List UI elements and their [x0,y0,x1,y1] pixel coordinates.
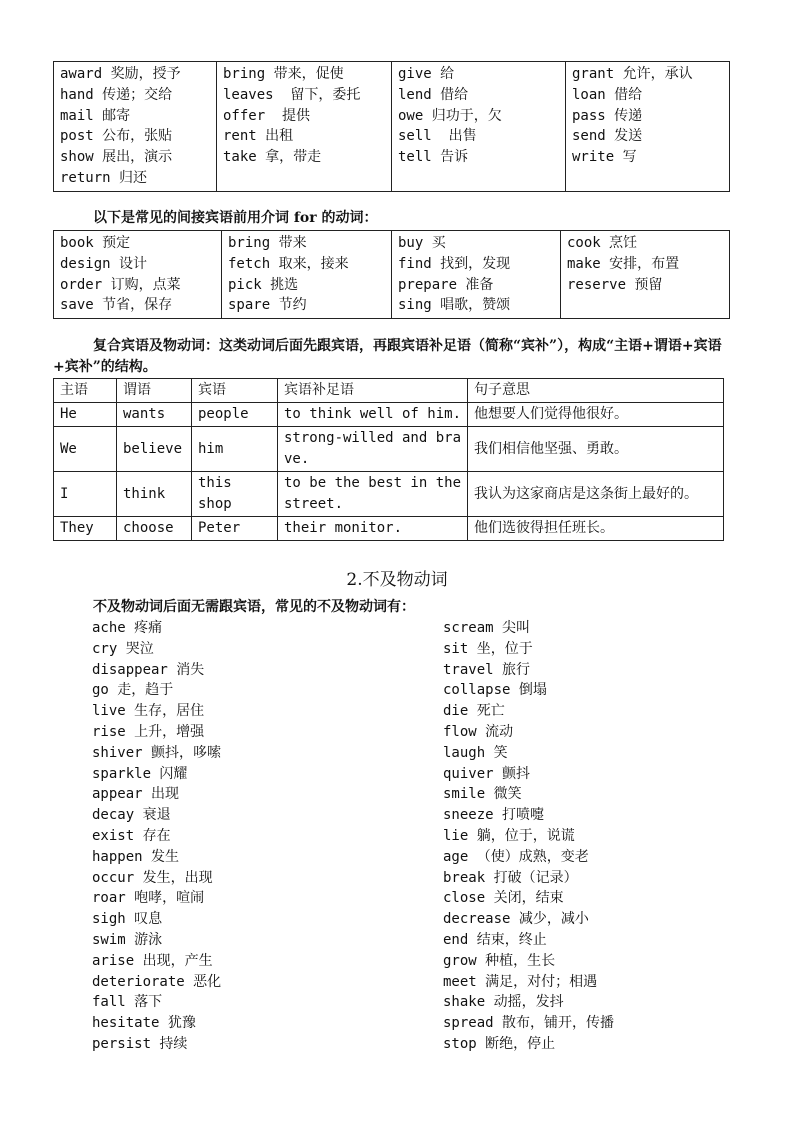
object-cell: him [192,427,278,472]
list-item: laugh 笑 [443,744,508,761]
meaning-cell: 我认为这家商店是这条街上最好的。 [468,472,724,517]
verb-entry: pass 传递 [572,107,643,124]
list-item: cry 哭泣 [92,640,154,657]
verb-entry: fetch 取来，接来 [228,255,349,272]
table-row [54,427,724,472]
list-item: lie 躺，位于，说谎 [443,827,575,844]
list-item: spread 散布，铺开，传播 [443,1015,615,1032]
table-cell [392,231,561,319]
verb-entry: tell 告诉 [398,149,469,166]
list-item: disappear 消失 [92,661,205,678]
list-item: scream 尖叫 [443,620,531,636]
list-item: sigh 叹息 [92,911,163,928]
for-verbs-intro: 以下是常见的间接宾语前用介词 for 的动词： [93,210,378,226]
intransitive-verbs-right-list [443,618,763,1055]
table-cell [566,62,730,192]
verb-entry: grant 允许，承认 [572,66,693,82]
subject-cell: They [54,517,117,541]
intransitive-verbs-left-list [92,618,422,1055]
table-cell [561,231,730,319]
verb-entry: hand 传递；交给 [60,86,173,103]
list-item: live 生存，居住 [92,703,205,720]
list-item: swim 游泳 [92,931,163,948]
column-header: 谓语 [117,379,192,403]
table-header-row [54,379,724,403]
table-cell [392,62,566,192]
verb-entry: bring 带来 [228,235,307,251]
verb-entry: loan 借给 [572,86,643,103]
section-title: 2.不及物动词 [346,570,448,590]
subject-cell: We [54,427,117,472]
object-cell: this shop [192,472,278,517]
list-item: quiver 颤抖 [443,765,531,782]
verb-entry: pick 挑选 [228,276,299,293]
list-item: decrease 减少，减小 [443,911,589,928]
list-item: go 走，趋于 [92,682,174,699]
verb-entry: award 奖励，授予 [60,66,181,82]
verb-entry: offer 提供 [223,107,311,124]
verb-entry: save 节省，保存 [60,297,173,314]
list-item: collapse 倒塌 [443,682,547,699]
verb-entry: take 拿，带走 [223,149,322,166]
verb-entry: bring 带来，促使 [223,66,344,82]
list-item: travel 旅行 [443,661,531,678]
subject-cell: I [54,472,117,517]
verb-entry: post 公布，张贴 [60,128,173,145]
object-cell: people [192,403,278,427]
list-item: grow 种植，生长 [443,952,556,969]
verb-entry: mail 邮寄 [60,107,131,124]
verb-entry: give 给 [398,66,455,82]
verb-entry: leaves 留下，委托 [223,86,361,103]
verb-entry: find 找到，发现 [398,255,511,272]
list-item: fall 落下 [92,994,163,1011]
verb-entry: cook 烹饪 [567,235,638,251]
verb-cell: believe [117,427,192,472]
table-row [54,517,724,541]
verb-entry: show 展出，演示 [60,149,173,166]
verb-entry: owe 归功于，欠 [398,107,502,124]
table-cell [222,231,392,319]
verb-cell: think [117,472,192,517]
list-item: die 死亡 [443,703,505,720]
object-cell: Peter [192,517,278,541]
list-item: end 结束，终止 [443,931,547,948]
verb-entry: order 订购，点菜 [60,276,181,293]
list-item: close 关闭，结束 [443,890,564,907]
subject-cell: He [54,403,117,427]
verb-entry: book 预定 [60,235,131,251]
for-verbs-table [53,230,730,319]
list-item: flow 流动 [443,723,514,740]
complex-object-table [53,378,724,541]
list-item: age （使）成熟，变老 [443,848,589,865]
list-item: rise 上升，增强 [92,723,205,740]
meaning-cell: 他们选彼得担任班长。 [468,517,724,541]
list-item: arise 出现，产生 [92,952,213,969]
table-row [54,472,724,517]
list-item: hesitate 犹豫 [92,1015,196,1032]
list-item: persist 持续 [92,1035,188,1052]
list-item: shake 动摇，发抖 [443,994,564,1011]
verb-entry: spare 节约 [228,297,307,314]
meaning-cell: 他想要人们觉得他很好。 [468,403,724,427]
table-cell [217,62,392,192]
list-item: break 打破（记录） [443,869,578,886]
column-header: 句子意思 [468,379,724,403]
verb-entry: prepare 准备 [398,276,494,293]
verb-cell: wants [117,403,192,427]
verb-entry: make 安排，布置 [567,255,680,272]
column-header: 宾语 [192,379,278,403]
list-item: deteriorate 恶化 [92,973,222,990]
column-header: 主语 [54,379,117,403]
list-item: roar 咆哮，喧闹 [92,890,205,907]
verb-entry: design 设计 [60,255,148,272]
list-item: appear 出现 [92,786,180,803]
verb-entry: send 发送 [572,128,643,145]
table-cell [54,231,222,319]
verb-cell: choose [117,517,192,541]
verb-entry: sell 出售 [398,128,477,145]
list-item: sparkle 闪耀 [92,765,188,782]
list-item: sneeze 打喷嚏 [443,807,545,824]
column-header: 宾语补足语 [278,379,468,403]
verb-entry: sing 唱歌，赞颂 [398,297,511,314]
verb-entry: lend 借给 [398,86,469,103]
list-item: exist 存在 [92,827,171,844]
complement-cell: strong-willed and brave. [278,427,468,472]
verb-entry: write 写 [572,149,637,166]
list-item: sit 坐，位于 [443,640,533,657]
meaning-cell: 我们相信他坚强、勇敢。 [468,427,724,472]
list-item: meet 满足，对付；相遇 [443,973,598,990]
intransitive-intro: 不及物动词后面无需跟宾语，常见的不及物动词有： [93,599,415,615]
verb-entry: return 归还 [60,169,148,186]
complement-cell: to think well of him. [278,403,468,427]
complement-cell: to be the best in the street. [278,472,468,517]
verb-entry: rent 出租 [223,128,294,145]
table-cell [54,62,217,192]
complement-cell: their monitor. [278,517,468,541]
list-item: happen 发生 [92,848,180,865]
verb-entry: reserve 预留 [567,276,663,293]
verb-entry: buy 买 [398,235,446,251]
list-item: stop 断绝，停止 [443,1035,556,1052]
list-item: decay 衰退 [92,807,171,824]
list-item: ache 疼痛 [92,620,163,636]
list-item: smile 微笑 [443,786,522,803]
complex-object-intro: 复合宾语及物动词：这类动词后面先跟宾语，再跟宾语补足语（简称“宾补”），构成“主语+谓语+宾语+宾补”的结构。 [53,338,722,375]
list-item: shiver 颤抖，哆嗦 [92,744,222,761]
double-object-verbs-table [53,61,730,192]
table-row [54,403,724,427]
list-item: occur 发生，出现 [92,869,213,886]
